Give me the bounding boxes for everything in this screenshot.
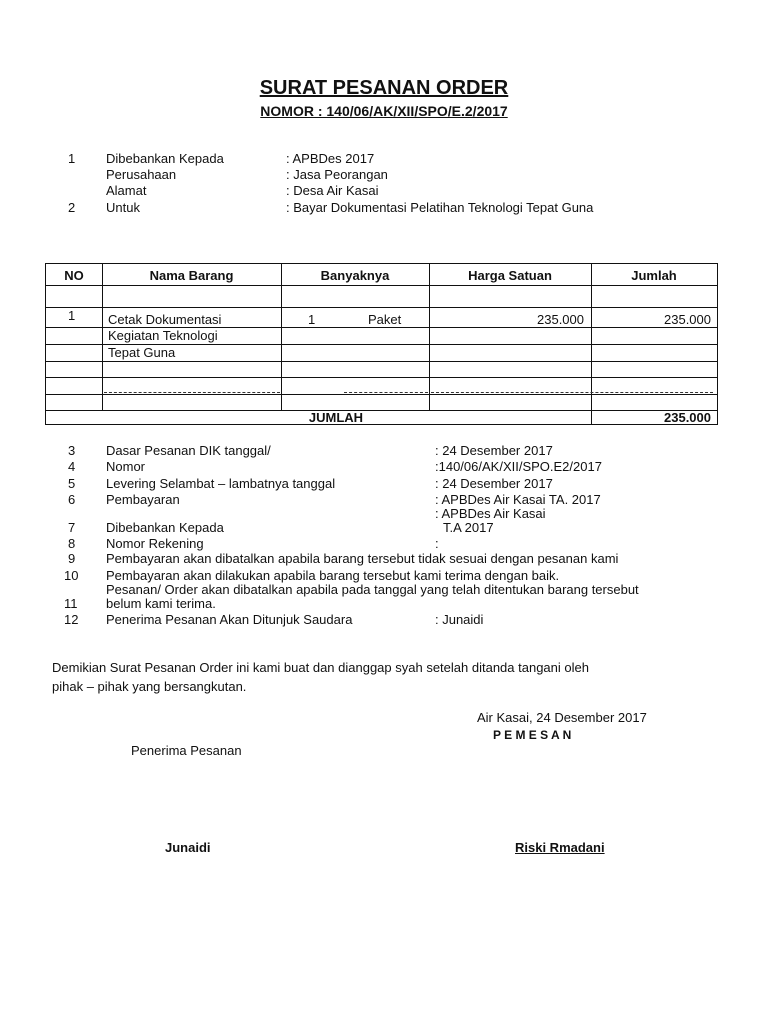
item-value: : APBDes Air Kasai TA. 2017 [435,492,601,507]
item-value: : 24 Desember 2017 [435,443,553,458]
document-title: SURAT PESANAN ORDER [259,77,509,99]
item-label: Nomor [106,459,146,474]
item-name-line: Cetak Dokumentasi [108,312,222,327]
item-value: : Bayar Dokumentasi Pelatihan Teknologi Tepat Guna [286,200,594,215]
item-label: Untuk [106,200,140,215]
column-header-harga-satuan: Harga Satuan [468,268,552,283]
item-value: : 24 Desember 2017 [435,476,553,491]
item-label: Pembayaran akan dilakukan apabila barang tersebut kami terima dengan baik. [106,568,560,583]
item-label: Perusahaan [106,167,177,182]
item-number: 3 [68,443,76,458]
item-label: Levering Selambat – lambatnya tanggal [106,476,336,491]
closing-line: pihak – pihak yang bersangkutan. [52,679,247,694]
item-label: Nomor Rekening [106,536,204,551]
unit: Paket [368,312,402,327]
item-number: 8 [68,536,76,551]
item-label: Dibebankan Kepada [106,520,224,535]
order-table [45,263,718,425]
item-number: 9 [68,551,76,566]
document-number: NOMOR : 140/06/AK/XII/SPO/E.2/2017 [260,103,508,119]
item-label: Penerima Pesanan Akan Ditunjuk Saudara [106,612,353,627]
item-label: belum kami terima. [106,596,216,611]
item-number: 5 [68,476,76,491]
place-date: Air Kasai, 24 Desember 2017 [477,710,647,725]
penerima-label: Penerima Pesanan [131,743,242,758]
total-label: JUMLAH [308,410,364,425]
item-value: : Junaidi [435,612,484,627]
item-name-line: Kegiatan Teknologi [108,328,218,343]
item-number: 1 [68,151,76,166]
item-value: T.A 2017 [443,520,494,535]
item-value: : [435,536,439,551]
column-header-jumlah: Jumlah [631,268,677,283]
item-number: 12 [64,612,79,627]
item-number: 4 [68,459,76,474]
column-header-no: NO [64,268,84,283]
unit-price: 235.000 [537,312,584,327]
column-header-nama-barang: Nama Barang [149,268,234,283]
item-name-line: Tepat Guna [108,345,176,360]
line-total: 235.000 [664,312,711,327]
item-label: Pembayaran akan dibatalkan apabila barang tersebut tidak sesuai dengan pesanan kami [106,551,619,566]
total-value: 235.000 [664,410,711,425]
item-value: : APBDes 2017 [286,151,375,166]
item-number: 2 [68,200,76,215]
item-number: 11 [64,596,78,611]
item-label: Dibebankan Kepada [106,151,224,166]
item-number: 7 [68,520,76,535]
pemesan-signature-name: Riski Rmadani [515,840,605,855]
item-number: 10 [64,568,79,583]
column-header-banyaknya: Banyaknya [320,268,390,283]
closing-line: Demikian Surat Pesanan Order ini kami buat dan dianggap syah setelah ditanda tangani oleh [52,660,589,675]
item-label: Pesanan/ Order akan dibatalkan apabila pada tanggal yang telah ditentukan barang tersebut [106,582,639,597]
item-label: Pembayaran [106,492,180,507]
item-value: : Desa Air Kasai [286,183,379,198]
item-value: : APBDes Air Kasai [435,506,546,521]
item-label: Alamat [106,183,147,198]
row-number: 1 [68,308,76,323]
pemesan-label: P E M E S A N [493,728,572,742]
item-value: : Jasa Peorangan [286,167,388,182]
penerima-signature-name: Junaidi [165,840,211,855]
quantity: 1 [308,312,316,327]
item-value: :140/06/AK/XII/SPO.E2/2017 [435,459,602,474]
item-label: Dasar Pesanan DIK tanggal/ [106,443,271,458]
item-number: 6 [68,492,76,507]
